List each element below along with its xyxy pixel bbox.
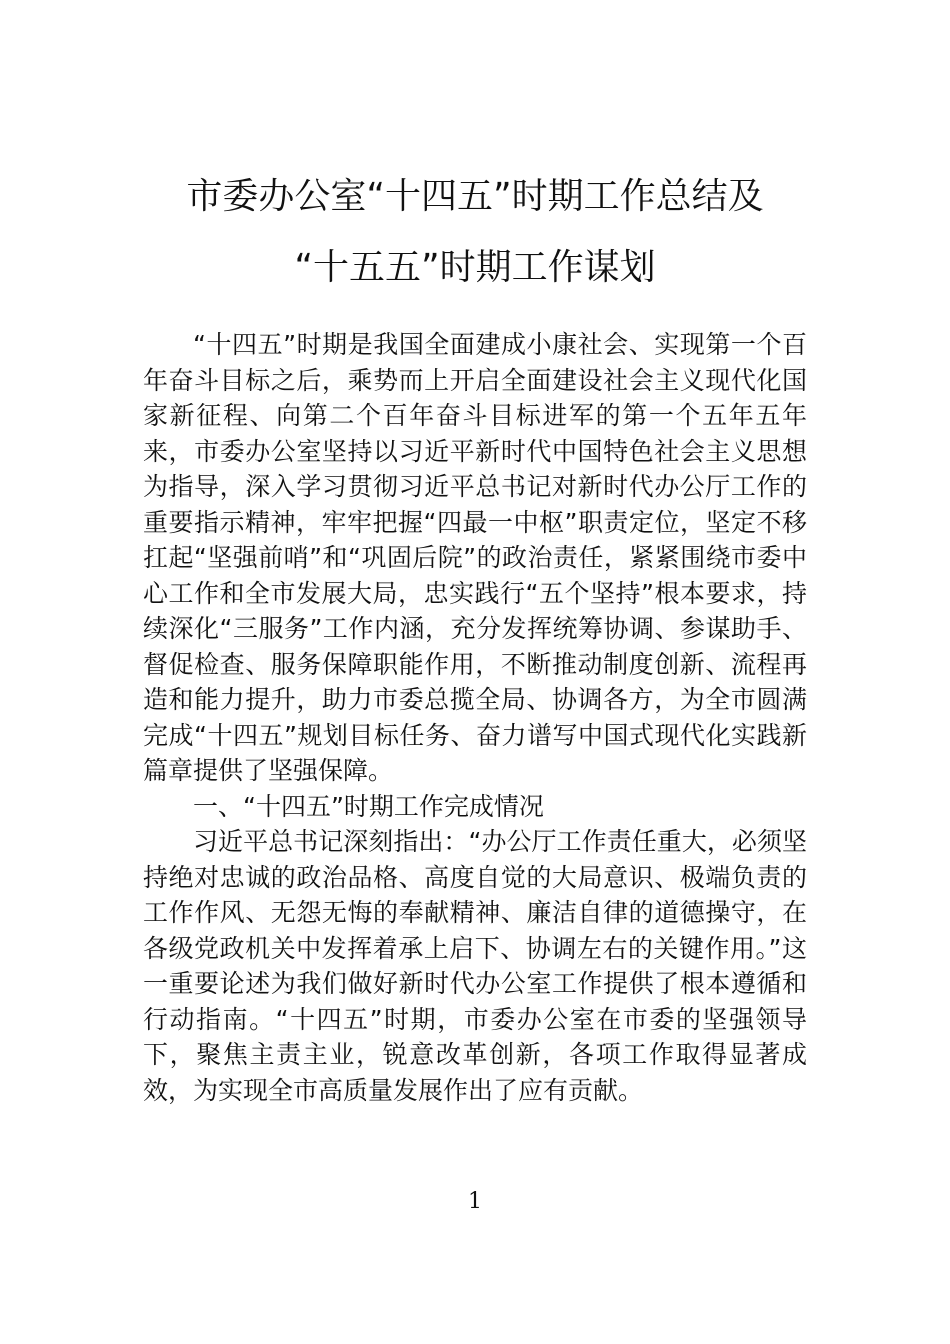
document-title-line-2: “十五五”时期工作谋划: [294, 247, 656, 288]
section-1-paragraph: 习近平总书记深刻指出：“办公厅工作责任重大，必须坚持绝对忠诚的政治品格、高度自觉的大局意识、极端负责的工作作风、无怨无悔的奉献精神、廉洁自律的道德操守，在各级党政机关中发挥着承上启下、协调左右的关键作用。”这一重要论述为我们做好新时代办公室工作提供了根本遵循和行动指南。“十四五”时期，市委办公室在市委的坚强领导下，聚焦主责主业，锐意改革创新，各项工作取得显著成效，为实现全市高质量发展作出了应有贡献。: [143, 827, 807, 1105]
page-number: 1: [468, 1189, 482, 1214]
section-1-heading: 一、“十四五”时期工作完成情况: [193, 791, 544, 821]
document-title-line-1: 市委办公室“十四五”时期工作总结及: [186, 176, 764, 217]
intro-paragraph: “十四五”时期是我国全面建成小康社会、实现第一个百年奋斗目标之后，乘势而上开启全面建设社会主义现代化国家新征程、向第二个百年奋斗目标进军的第一个五年五年来，市委办公室坚持以习近平新时代中国特色社会主义思想为指导，深入学习贯彻习近平总书记对新时代办公厅工作的重要指示精神，牢牢把握“四最一中枢”职责定位，坚定不移扛起“坚强前哨”和“巩固后院”的政治责任，紧紧围绕市委中心工作和全市发展大局，忠实践行“五个坚持”根本要求，持续深化“三服务”工作内涵，充分发挥统筹协调、参谋助手、督促检查、服务保障职能作用，不断推动制度创新、流程再造和能力提升，助力市委总揽全局、协调各方，为全市圆满完成“十四五”规划目标任务、奋力谱写中国式现代化实践新篇章提供了坚强保障。: [143, 330, 807, 785]
document-body: [143, 327, 807, 1108]
